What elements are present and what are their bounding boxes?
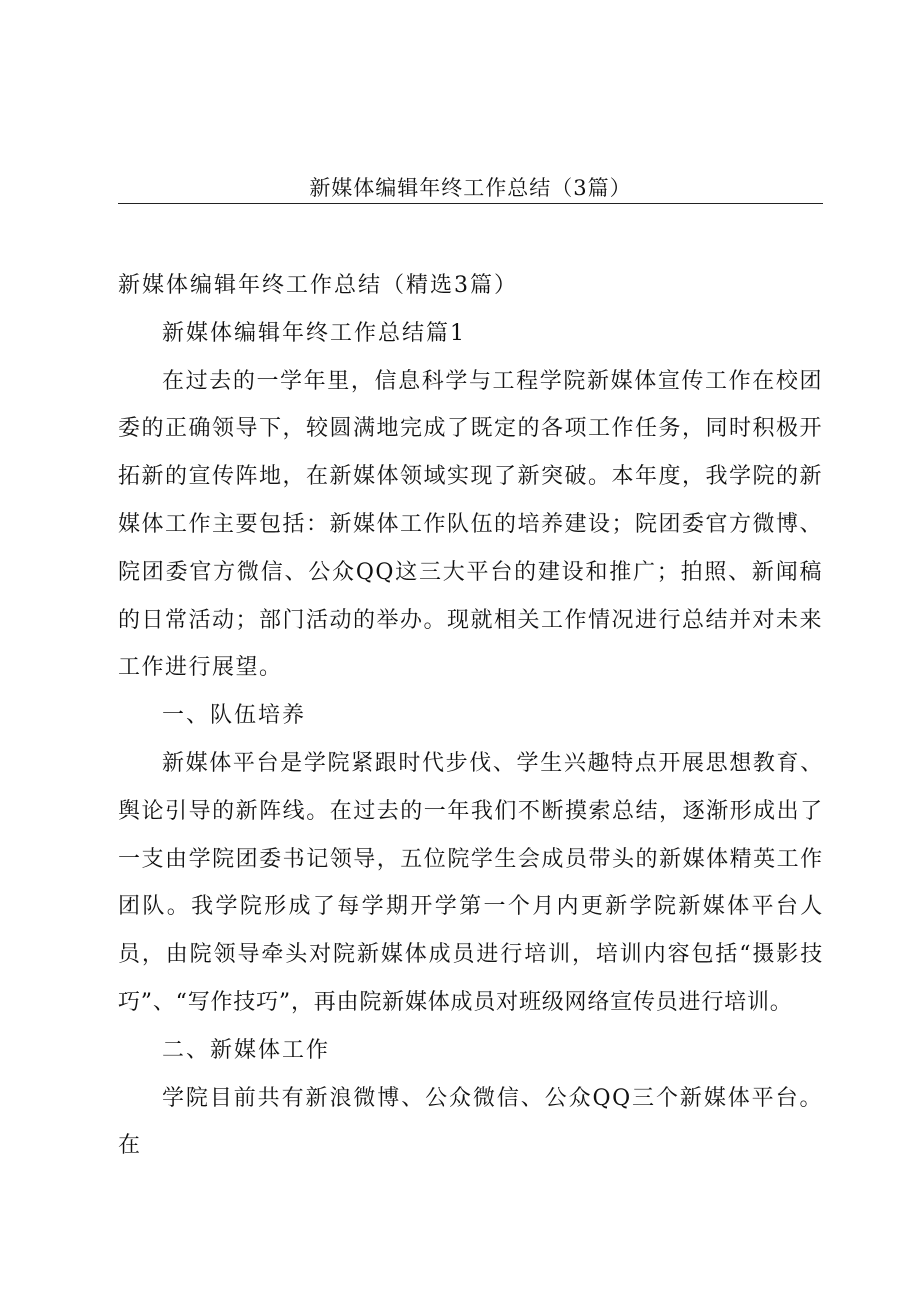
intro-paragraph: 在过去的一学年里，信息科学与工程学院新媒体宣传工作在校团委的正确领导下，较圆满地完成了既定的各项工作任务，同时积极开拓新的宣传阵地，在新媒体领域实现了新突破。本年度，我学院的新媒体工作主要包括：新媒体工作队伍的培养建设；院团委官方微博、院团委官方微信、公众QQ这三大平台的建设和推广；拍照、新闻稿的日常活动；部门活动的举办。现就相关工作情况进行总结并对未来工作进行展望。 <box>118 368 824 681</box>
section-heading-team: 一、队伍培养 <box>162 703 307 729</box>
section-paragraph-new-media: 学院目前共有新浪微博、公众微信、公众QQ三个新媒体平台。在 <box>118 1085 823 1159</box>
document-body <box>118 262 823 1170</box>
article-title: 新媒体编辑年终工作总结篇1 <box>162 320 466 346</box>
header-title: 新媒体编辑年终工作总结（3篇） <box>309 176 632 200</box>
section-paragraph-team: 新媒体平台是学院紧跟时代步伐、学生兴趣特点开展思想教育、舆论引导的新阵线。在过去的一年我们不断摸索总结，逐渐形成出了一支由学院团委书记领导，五位院学生会成员带头的新媒体精英工作团队。我学院形成了每学期开学第一个月内更新学院新媒体平台人员，由院领导牵头对院新媒体成员进行培训，培训内容包括“摄影技巧”、“写作技巧”，再由院新媒体成员对班级网络宣传员进行培训。 <box>118 750 823 1015</box>
document-title: 新媒体编辑年终工作总结（精选3篇） <box>118 273 518 298</box>
section-heading-new-media: 二、新媒体工作 <box>162 1037 331 1063</box>
page-header <box>118 168 823 204</box>
